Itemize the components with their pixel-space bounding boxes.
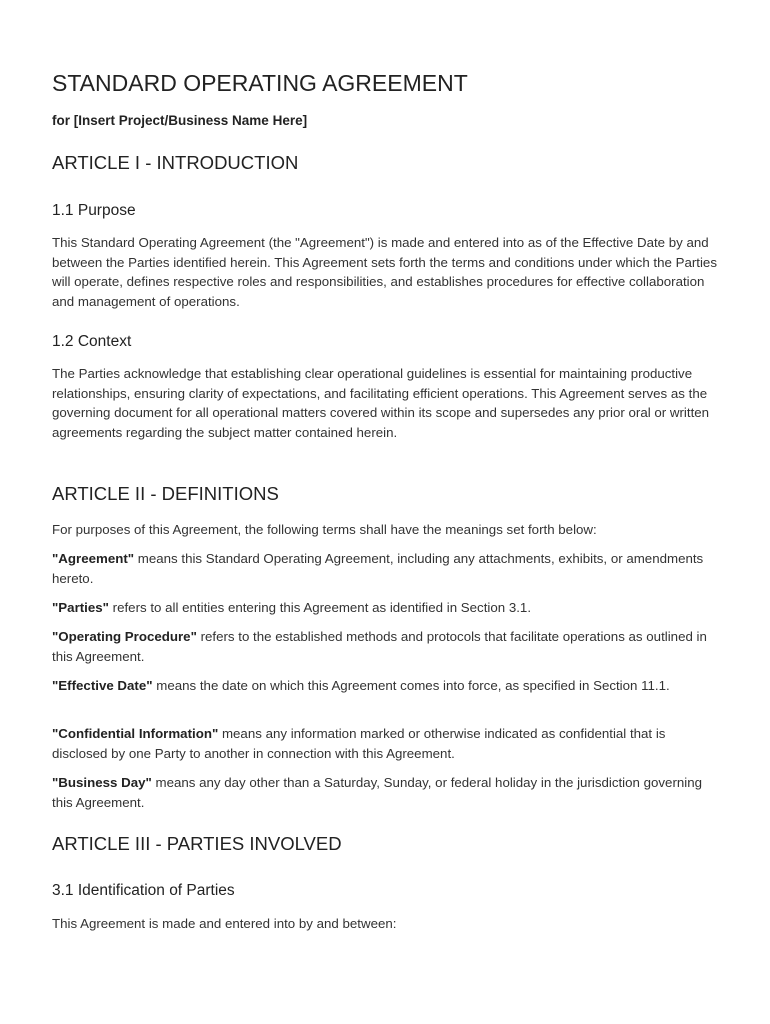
definition-term: "Operating Procedure" bbox=[52, 629, 197, 644]
definition-term: "Confidential Information" bbox=[52, 726, 219, 741]
definition-text: refers to the established methods and protocols that facilitate operations as outlined in this Agreement. bbox=[52, 629, 707, 664]
definition-parties bbox=[52, 598, 722, 618]
section-1-2-body: The Parties acknowledge that establishing clear operational guidelines is essential for maintaining productive relationships, ensuring clarity of expectations, and facilitating efficient operations. This Agreement serves as the governing document for all operational matters covered within its scope and supersedes any prior oral or written agreements regarding the subject matter contained herein. bbox=[52, 366, 710, 440]
section-1-1-body: This Standard Operating Agreement (the "Agreement") is made and entered into as of the Effective Date by and between the Parties identified herein. This Agreement sets forth the terms and conditions under which the Parties will operate, defines respective roles and responsibilities, and establishes procedures for effective collaboration and management of operations. bbox=[52, 235, 717, 309]
definition-text: refers to all entities entering this Agreement as identified in Section 3.1. bbox=[108, 600, 532, 615]
article-2-heading: ARTICLE II - DEFINITIONS bbox=[52, 483, 279, 504]
definition-term: "Parties" bbox=[52, 600, 109, 615]
article-1-heading: ARTICLE I - INTRODUCTION bbox=[52, 152, 299, 173]
definition-confidential-information bbox=[52, 724, 722, 763]
section-3-1-heading: 3.1 Identification of Parties bbox=[52, 882, 235, 899]
definition-text: means the date on which this Agreement comes into force, as specified in Section 11.1. bbox=[152, 678, 670, 693]
definition-business-day bbox=[52, 773, 722, 812]
definition-term: "Agreement" bbox=[52, 551, 135, 566]
definition-term: "Business Day" bbox=[52, 775, 152, 790]
definition-operating-procedure bbox=[52, 627, 722, 666]
definition-term: "Effective Date" bbox=[52, 678, 153, 693]
definition-text: means this Standard Operating Agreement, including any attachments, exhibits, or amendments hereto. bbox=[52, 551, 704, 586]
document-subtitle: for [Insert Project/Business Name Here] bbox=[52, 113, 308, 128]
definitions-intro: For purposes of this Agreement, the following terms shall have the meanings set forth below: bbox=[52, 522, 597, 537]
section-1-2-heading: 1.2 Context bbox=[52, 333, 132, 350]
article-3-heading: ARTICLE III - PARTIES INVOLVED bbox=[52, 833, 342, 854]
section-1-1-heading: 1.1 Purpose bbox=[52, 202, 136, 219]
definition-text: means any information marked or otherwise indicated as confidential that is disclosed by one Party to another in connection with this Agreement. bbox=[52, 726, 666, 761]
definition-text: means any day other than a Saturday, Sunday, or federal holiday in the jurisdiction governing this Agreement. bbox=[52, 775, 703, 810]
section-3-1-body: This Agreement is made and entered into by and between: bbox=[52, 916, 397, 931]
document-title: STANDARD OPERATING AGREEMENT bbox=[52, 70, 468, 96]
definition-effective-date bbox=[52, 676, 722, 696]
definition-agreement bbox=[52, 549, 722, 588]
